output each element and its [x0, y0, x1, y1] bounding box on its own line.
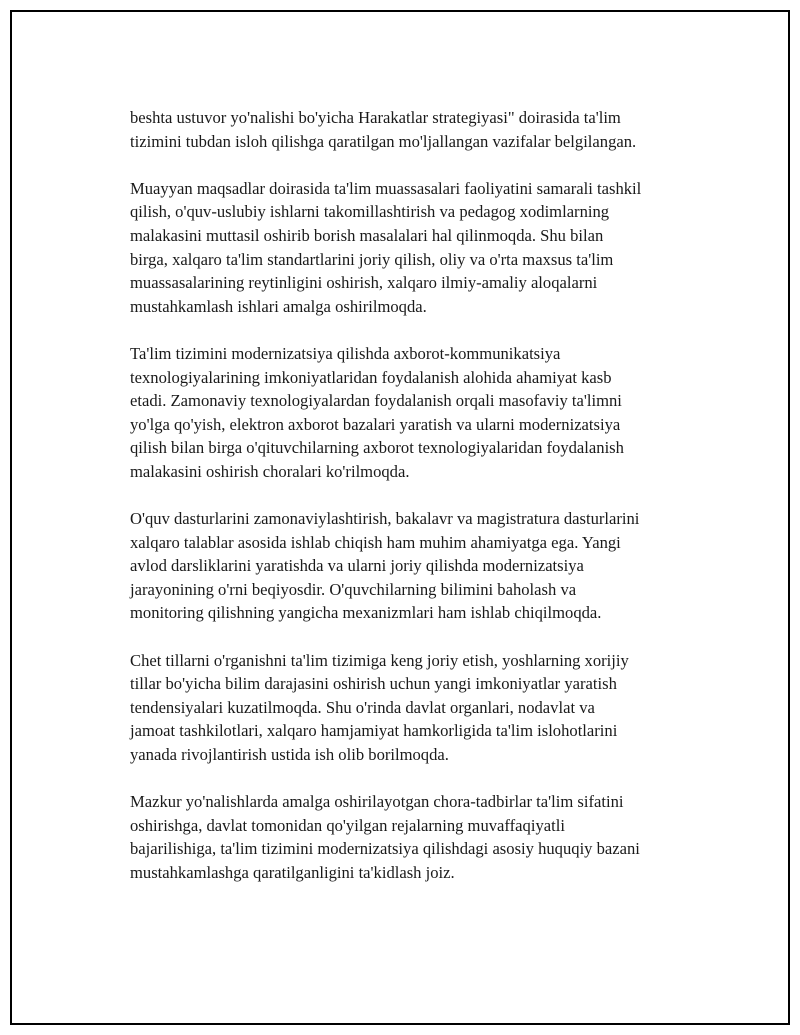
document-body: [130, 106, 705, 908]
paragraph-1: beshta ustuvor yo'nalishi bo'yicha Harakatlar strategiyasi" doirasida ta'lim tizimini tubdan isloh qilishga qaratilgan mo'ljallangan vazifalar belgilangan.: [130, 108, 637, 151]
paragraph-5: Chet tillarni o'rganishni ta'lim tizimiga keng joriy etish, yoshlarning xorijiy tillar bo'yicha bilim darajasini oshirish uchun yangi imkoniyatlar yaratish tendensiyalari kuzatilmoqda. Shu o'rinda davlat organlari, nodavlat va jamoat tashkilotlari, xalqaro hamjamiyat hamkorligida ta'lim islohotlarini yanada rivojlantirish ustida ish olib borilmoqda.: [130, 650, 629, 765]
paragraph-3: Ta'lim tizimini modernizatsiya qilishda axborot-kommunikatsiya texnologiyalarining imkoniyatlaridan foydalanish alohida ahamiyat kasb etadi. Zamonaviy texnologiyalardan foydalanish orqali masofaviy ta'limni yo'lga qo'yish, elektron axborot bazalari yaratish va ularni modernizatsiya qilish bilan birga o'qituvchilarning axborot texnologiyalaridan foydalanish malakasini oshirish choralari ko'rilmoqda.: [130, 343, 624, 481]
page-frame: [10, 10, 790, 1025]
paragraph-6: Mazkur yo'nalishlarda amalga oshirilayotgan chora-tadbirlar ta'lim sifatini oshirishga, davlat tomonidan qo'yilgan rejalarning muvaffaqiyatli bajarilishiga, ta'lim tizimini modernizatsiya qilishdagi asosiy huquqiy bazani mustahkamlashga qaratilganligini ta'kidlash joiz.: [130, 792, 640, 882]
paragraph-2: Muayyan maqsadlar doirasida ta'lim muassasalari faoliyatini samarali tashkil qilish, o'quv-uslubiy ishlarni takomillashtirish va pedagog xodimlarning malakasini muttasil oshirib borish masalalari hal qilinmoqda. Shu bilan birga, xalqaro ta'lim standartlarini joriy qilish, oliy va o'rta maxsus ta'lim muassasalarining reytinligini oshirish, xalqaro ilmiy-amaliy aloqalarni mustahkamlash ishlari amalga oshirilmoqda.: [130, 178, 642, 316]
paragraph-4: O'quv dasturlarini zamonaviylashtirish, bakalavr va magistratura dasturlarini xalqaro talablar asosida ishlab chiqish ham muhim ahamiyatga ega. Yangi avlod darsliklarini yaratishda va ularni joriy qilishda modernizatsiya jarayonining o'rni beqiyosdir. O'quvchilarning bilimini baholash va monitoring qilishning yangicha mexanizmlari ham ishlab chiqilmoqda.: [130, 509, 640, 623]
